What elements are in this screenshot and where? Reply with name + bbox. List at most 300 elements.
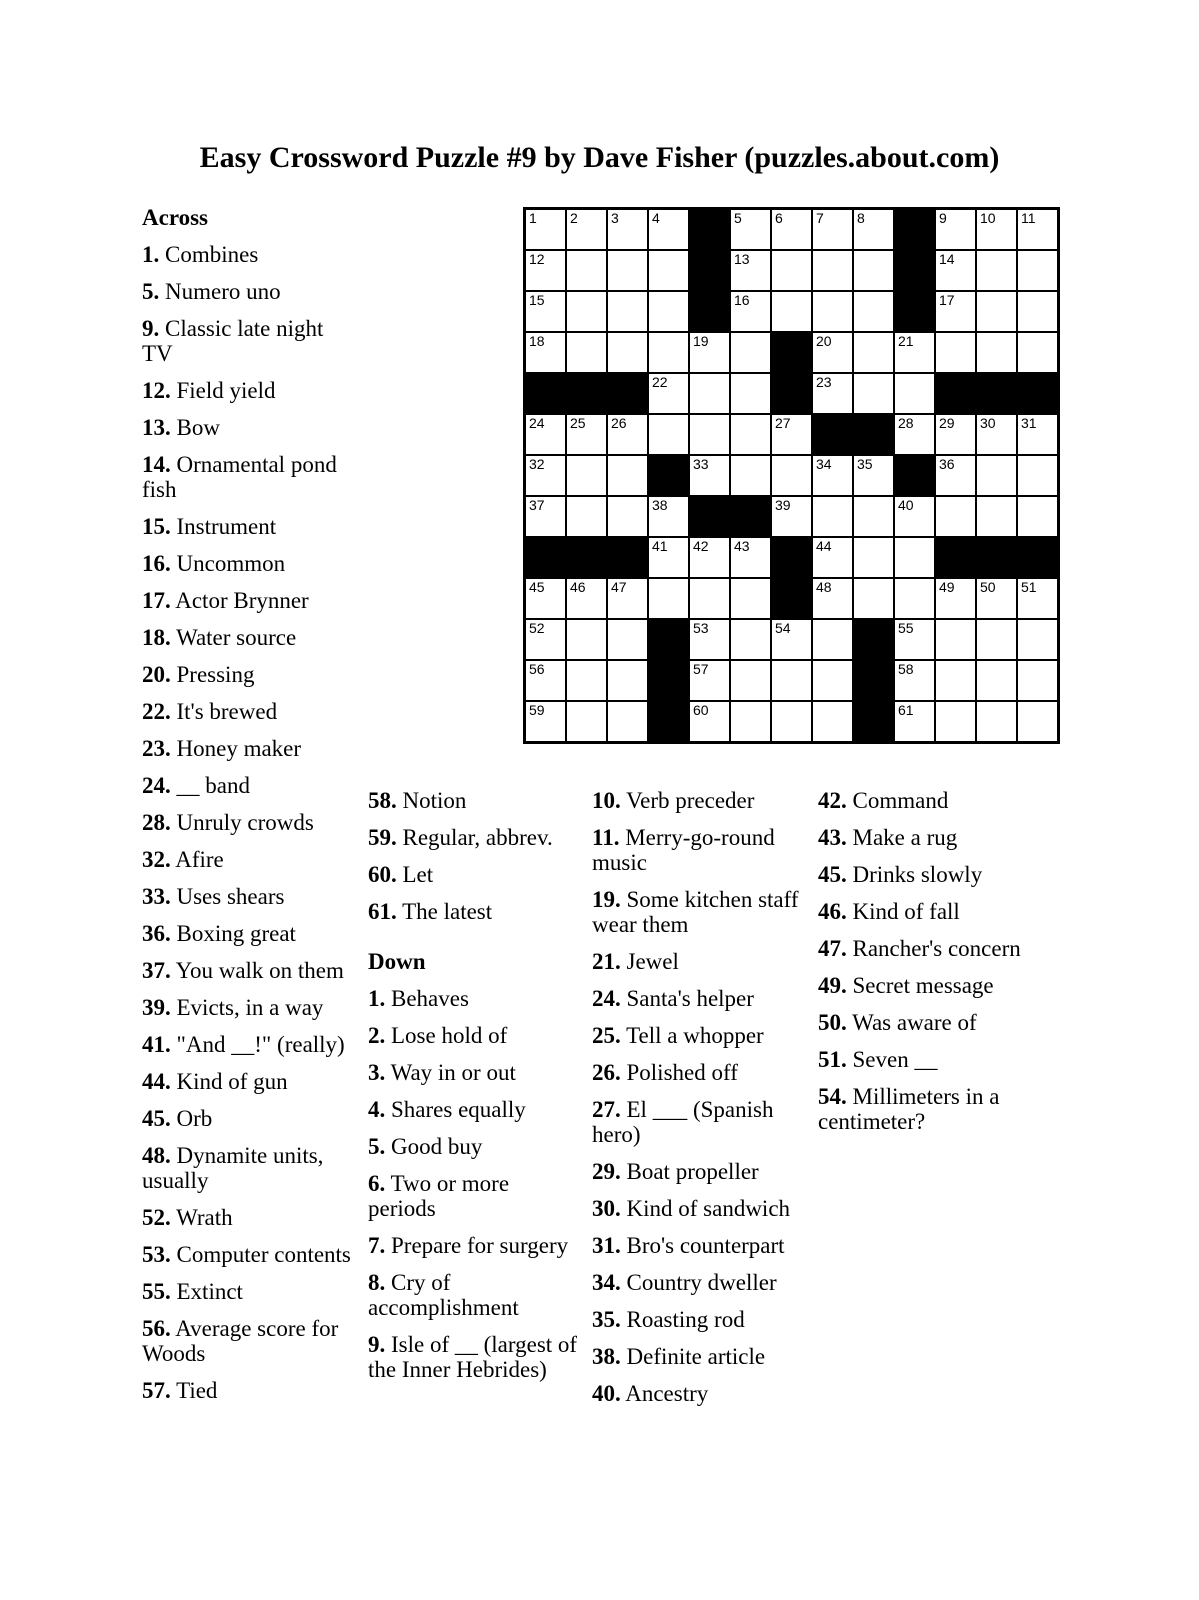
clue-down-25: 25. Tell a whopper [592,1023,764,1048]
clue-number: 25. [592,1023,621,1048]
grid-cell[interactable] [976,701,1017,742]
cell-number: 54 [775,620,791,636]
clue-number: 7. [368,1233,386,1258]
clue-number: 30. [592,1196,621,1221]
grid-cell[interactable] [853,291,894,332]
clue-number: 52. [142,1205,171,1230]
cell-number: 17 [939,292,955,308]
grid-cell[interactable] [566,250,607,291]
clue-column-down-2 [592,788,808,1418]
grid-cell[interactable] [525,578,566,619]
grid-cell[interactable] [607,496,648,537]
cell-number: 24 [529,415,545,431]
cell-number: 4 [652,210,660,226]
grid-cell[interactable] [689,578,730,619]
grid-cell[interactable] [525,332,566,373]
clue-number: 15. [142,514,171,539]
cell-number: 3 [611,210,619,226]
cell-number: 44 [816,538,832,554]
cell-number: 13 [734,251,750,267]
grid-cell[interactable] [730,373,771,414]
clue-number: 46. [818,899,847,924]
grid-cell[interactable] [976,209,1017,250]
black-cell [648,619,689,660]
clue-across-59: 59. Regular, abbrev. [368,825,553,850]
clue-number: 58. [368,788,397,813]
clue-number: 27. [592,1097,621,1122]
clue-down-43: 43. Make a rug [818,825,958,850]
clue-number: 19. [592,887,621,912]
clue-across-52: 52. Wrath [142,1205,233,1230]
clue-across-44: 44. Kind of gun [142,1069,288,1094]
grid-cell[interactable] [689,537,730,578]
grid-cell[interactable] [566,701,607,742]
grid-cell[interactable] [935,701,976,742]
grid-cell[interactable] [607,414,648,455]
grid-cell[interactable] [689,455,730,496]
cell-number: 9 [939,210,947,226]
clue-number: 33. [142,884,171,909]
grid-cell[interactable] [976,660,1017,701]
grid-cell[interactable] [648,578,689,619]
clue-across-20: 20. Pressing [142,662,255,687]
grid-cell[interactable] [812,701,853,742]
grid-cell[interactable] [566,414,607,455]
grid-cell[interactable] [812,578,853,619]
grid-cell[interactable] [853,373,894,414]
grid-cell[interactable] [1017,496,1058,537]
grid-cell[interactable] [812,455,853,496]
grid-cell[interactable] [894,701,935,742]
grid-cell[interactable] [894,332,935,373]
grid-cell[interactable] [853,578,894,619]
clue-down-11: 11. Merry-go-round music [592,825,775,875]
clue-down-30: 30. Kind of sandwich [592,1196,791,1221]
grid-cell[interactable] [648,537,689,578]
grid-cell[interactable] [648,291,689,332]
grid-cell[interactable] [812,537,853,578]
cell-number: 20 [816,333,832,349]
grid-cell[interactable] [607,660,648,701]
grid-cell[interactable] [853,537,894,578]
grid-cell[interactable] [935,578,976,619]
clue-across-53: 53. Computer contents [142,1242,351,1267]
clue-down-51: 51. Seven __ [818,1047,938,1072]
grid-cell[interactable] [648,332,689,373]
clue-down-2: 2. Lose hold of [368,1023,508,1048]
clue-down-10: 10. Verb preceder [592,788,755,813]
grid-cell[interactable] [1017,660,1058,701]
grid-cell[interactable] [648,496,689,537]
grid-cell[interactable] [935,414,976,455]
clue-number: 32. [142,847,171,872]
clue-down-1: 1. Behaves [368,986,469,1011]
cell-number: 39 [775,497,791,513]
grid-cell[interactable] [935,209,976,250]
clue-number: 41. [142,1032,171,1057]
black-cell [648,455,689,496]
cell-number: 42 [693,538,709,554]
grid-cell[interactable] [648,209,689,250]
grid-cell[interactable] [730,660,771,701]
grid-cell[interactable] [525,209,566,250]
grid-cell[interactable] [689,414,730,455]
grid-cell[interactable] [648,414,689,455]
cell-number: 12 [529,251,545,267]
clue-down-19: 19. Some kitchen staff wear them [592,887,799,937]
grid-cell[interactable] [976,455,1017,496]
clue-down-40: 40. Ancestry [592,1381,709,1406]
clue-number: 45. [142,1106,171,1131]
clue-number: 23. [142,736,171,761]
grid-cell[interactable] [689,373,730,414]
clue-down-9: 9. Isle of __ (largest of the Inner Hebrides) [368,1332,578,1382]
grid-cell[interactable] [935,250,976,291]
cell-number: 29 [939,415,955,431]
grid-cell[interactable] [935,496,976,537]
grid-cell[interactable] [730,209,771,250]
clue-down-49: 49. Secret message [818,973,994,998]
grid-cell[interactable] [1017,332,1058,373]
grid-cell[interactable] [935,291,976,332]
grid-cell[interactable] [812,373,853,414]
clue-across-56: 56. Average score for Woods [142,1316,339,1366]
grid-cell[interactable] [607,291,648,332]
clue-number: 14. [142,452,171,477]
black-cell [771,332,812,373]
clue-down-7: 7. Prepare for surgery [368,1233,569,1258]
cell-number: 58 [898,661,914,677]
clue-number: 16. [142,551,171,576]
clue-down-24: 24. Santa's helper [592,986,754,1011]
grid-cell[interactable] [1017,578,1058,619]
cell-number: 38 [652,497,668,513]
clue-column-across [142,205,358,1415]
clue-number: 60. [368,862,397,887]
grid-cell[interactable] [566,660,607,701]
grid-cell[interactable] [853,332,894,373]
grid-cell[interactable] [566,332,607,373]
clue-number: 13. [142,415,171,440]
grid-cell[interactable] [607,250,648,291]
clue-down-8: 8. Cry of accomplishment [368,1270,519,1320]
black-cell [853,619,894,660]
cell-number: 26 [611,415,627,431]
grid-cell[interactable] [812,250,853,291]
grid-cell[interactable] [607,701,648,742]
cell-number: 50 [980,579,996,595]
clue-down-29: 29. Boat propeller [592,1159,759,1184]
clue-across-12: 12. Field yield [142,378,276,403]
grid-cell[interactable] [730,291,771,332]
grid-cell[interactable] [730,619,771,660]
grid-cell[interactable] [648,373,689,414]
grid-cell[interactable] [1017,455,1058,496]
clue-number: 29. [592,1159,621,1184]
clue-down-5: 5. Good buy [368,1134,483,1159]
grid-cell[interactable] [853,455,894,496]
black-cell [689,209,730,250]
grid-cell[interactable] [689,660,730,701]
clue-across-58: 58. Notion [368,788,467,813]
grid-cell[interactable] [525,414,566,455]
grid-cell[interactable] [525,660,566,701]
clue-number: 5. [142,279,160,304]
clue-down-34: 34. Country dweller [592,1270,777,1295]
clue-across-55: 55. Extinct [142,1279,243,1304]
grid-cell[interactable] [525,619,566,660]
clue-number: 1. [368,986,386,1011]
clue-down-21: 21. Jewel [592,949,679,974]
clue-across-39: 39. Evicts, in a way [142,995,324,1020]
clue-across-14: 14. Ornamental pond fish [142,452,337,502]
grid-cell[interactable] [935,332,976,373]
grid-cell[interactable] [566,578,607,619]
grid-cell[interactable] [607,578,648,619]
cell-number: 46 [570,579,586,595]
black-cell [894,455,935,496]
grid-cell[interactable] [689,701,730,742]
grid-cell[interactable] [771,455,812,496]
grid-cell[interactable] [812,291,853,332]
grid-cell[interactable] [812,660,853,701]
cell-number: 15 [529,292,545,308]
grid-cell[interactable] [771,701,812,742]
clue-down-38: 38. Definite article [592,1344,766,1369]
clue-number: 2. [368,1023,386,1048]
clue-number: 61. [368,899,397,924]
black-cell [771,578,812,619]
black-cell [525,537,566,578]
grid-cell[interactable] [525,250,566,291]
grid-cell[interactable] [935,660,976,701]
black-cell [935,537,976,578]
grid-cell[interactable] [566,496,607,537]
cell-number: 31 [1021,415,1037,431]
grid-cell[interactable] [771,209,812,250]
grid-cell[interactable] [1017,701,1058,742]
grid-cell[interactable] [812,332,853,373]
clue-down-31: 31. Bro's counterpart [592,1233,785,1258]
grid-cell[interactable] [853,250,894,291]
grid-cell[interactable] [894,660,935,701]
black-cell [648,660,689,701]
grid-cell[interactable] [935,455,976,496]
cell-number: 35 [857,456,873,472]
clue-number: 11. [592,825,620,850]
grid-cell[interactable] [525,291,566,332]
grid-cell[interactable] [1017,291,1058,332]
black-cell [730,496,771,537]
cell-number: 47 [611,579,627,595]
grid-cell[interactable] [730,701,771,742]
cell-number: 11 [1021,210,1036,226]
black-cell [689,250,730,291]
grid-cell[interactable] [566,291,607,332]
black-cell [894,291,935,332]
clue-across-13: 13. Bow [142,415,220,440]
clue-number: 10. [592,788,621,813]
cell-number: 25 [570,415,586,431]
grid-cell[interactable] [894,414,935,455]
clue-across-48: 48. Dynamite units, usually [142,1143,324,1193]
grid-cell[interactable] [771,496,812,537]
grid-cell[interactable] [812,209,853,250]
clue-down-26: 26. Polished off [592,1060,738,1085]
grid-cell[interactable] [730,578,771,619]
cell-number: 28 [898,415,914,431]
black-cell [566,373,607,414]
grid-cell[interactable] [525,701,566,742]
black-cell [1017,537,1058,578]
grid-cell[interactable] [566,455,607,496]
clue-number: 18. [142,625,171,650]
grid-cell[interactable] [812,619,853,660]
cell-number: 22 [652,374,668,390]
black-cell [771,373,812,414]
grid-cell[interactable] [894,537,935,578]
clue-number: 21. [592,949,621,974]
black-cell [607,537,648,578]
grid-cell[interactable] [607,619,648,660]
black-cell [566,537,607,578]
grid-cell[interactable] [771,660,812,701]
clue-across-61: 61. The latest [368,899,493,924]
cell-number: 37 [529,497,545,513]
clue-down-3: 3. Way in or out [368,1060,516,1085]
grid-cell[interactable] [935,619,976,660]
clue-number: 12. [142,378,171,403]
grid-cell[interactable] [976,414,1017,455]
grid-cell[interactable] [976,332,1017,373]
grid-cell[interactable] [525,455,566,496]
cell-number: 48 [816,579,832,595]
grid-cell[interactable] [771,291,812,332]
grid-cell[interactable] [976,619,1017,660]
clue-down-54: 54. Millimeters in a centimeter? [818,1084,1000,1134]
grid-cell[interactable] [894,578,935,619]
grid-cell[interactable] [648,250,689,291]
cell-number: 33 [693,456,709,472]
black-cell [935,373,976,414]
clue-number: 55. [142,1279,171,1304]
grid-cell[interactable] [853,209,894,250]
grid-cell[interactable] [771,250,812,291]
grid-cell[interactable] [853,496,894,537]
cell-number: 56 [529,661,545,677]
grid-cell[interactable] [894,619,935,660]
grid-cell[interactable] [730,537,771,578]
clue-across-18: 18. Water source [142,625,297,650]
grid-cell[interactable] [976,578,1017,619]
grid-cell[interactable] [1017,619,1058,660]
grid-cell[interactable] [1017,209,1058,250]
clue-across-16: 16. Uncommon [142,551,286,576]
cell-number: 32 [529,456,545,472]
grid-cell[interactable] [607,332,648,373]
grid-cell[interactable] [689,619,730,660]
clue-down-42: 42. Command [818,788,949,813]
clue-number: 50. [818,1010,847,1035]
grid-cell[interactable] [976,291,1017,332]
clue-number: 57. [142,1378,171,1403]
black-cell [525,373,566,414]
grid-cell[interactable] [894,373,935,414]
clue-down-45: 45. Drinks slowly [818,862,983,887]
grid-cell[interactable] [976,496,1017,537]
grid-cell[interactable] [730,455,771,496]
clue-number: 47. [818,936,847,961]
clue-number: 24. [592,986,621,1011]
grid-cell[interactable] [812,496,853,537]
clue-down-4: 4. Shares equally [368,1097,526,1122]
grid-cell[interactable] [566,209,607,250]
clue-number: 59. [368,825,397,850]
black-cell [689,291,730,332]
grid-cell[interactable] [1017,414,1058,455]
clue-down-50: 50. Was aware of [818,1010,977,1035]
clue-number: 34. [592,1270,621,1295]
grid-cell[interactable] [525,496,566,537]
cell-number: 21 [898,333,914,349]
cell-number: 52 [529,620,545,636]
grid-cell[interactable] [730,414,771,455]
clue-across-22: 22. It's brewed [142,699,278,724]
grid-cell[interactable] [566,619,607,660]
cell-number: 19 [693,333,709,349]
cell-number: 2 [570,210,578,226]
clue-across-28: 28. Unruly crowds [142,810,314,835]
cell-number: 27 [775,415,791,431]
clue-down-27: 27. El ___ (Spanish hero) [592,1097,774,1147]
grid-cell[interactable] [730,332,771,373]
clue-number: 37. [142,958,171,983]
cell-number: 5 [734,210,742,226]
cell-number: 60 [693,702,709,718]
cell-number: 53 [693,620,709,636]
cell-number: 34 [816,456,832,472]
cell-number: 49 [939,579,955,595]
grid-cell[interactable] [976,250,1017,291]
clue-across-9: 9. Classic late night TV [142,316,324,366]
clue-number: 54. [818,1084,847,1109]
clue-number: 36. [142,921,171,946]
grid-cell[interactable] [730,250,771,291]
clue-number: 6. [368,1171,386,1196]
black-cell [853,660,894,701]
cell-number: 1 [529,210,537,226]
clue-number: 4. [368,1097,386,1122]
grid-cell[interactable] [607,455,648,496]
clue-across-15: 15. Instrument [142,514,277,539]
grid-cell[interactable] [689,332,730,373]
down-heading: Down [368,949,426,974]
grid-cell[interactable] [1017,250,1058,291]
black-cell [853,414,894,455]
grid-cell[interactable] [607,209,648,250]
black-cell [976,373,1017,414]
clue-across-57: 57. Tied [142,1378,218,1403]
clue-number: 35. [592,1307,621,1332]
grid-cell[interactable] [771,619,812,660]
cell-number: 8 [857,210,865,226]
clue-number: 42. [818,788,847,813]
clue-across-45: 45. Orb [142,1106,213,1131]
cell-number: 59 [529,702,545,718]
cell-number: 30 [980,415,996,431]
grid-cell[interactable] [771,414,812,455]
grid-cell[interactable] [894,496,935,537]
